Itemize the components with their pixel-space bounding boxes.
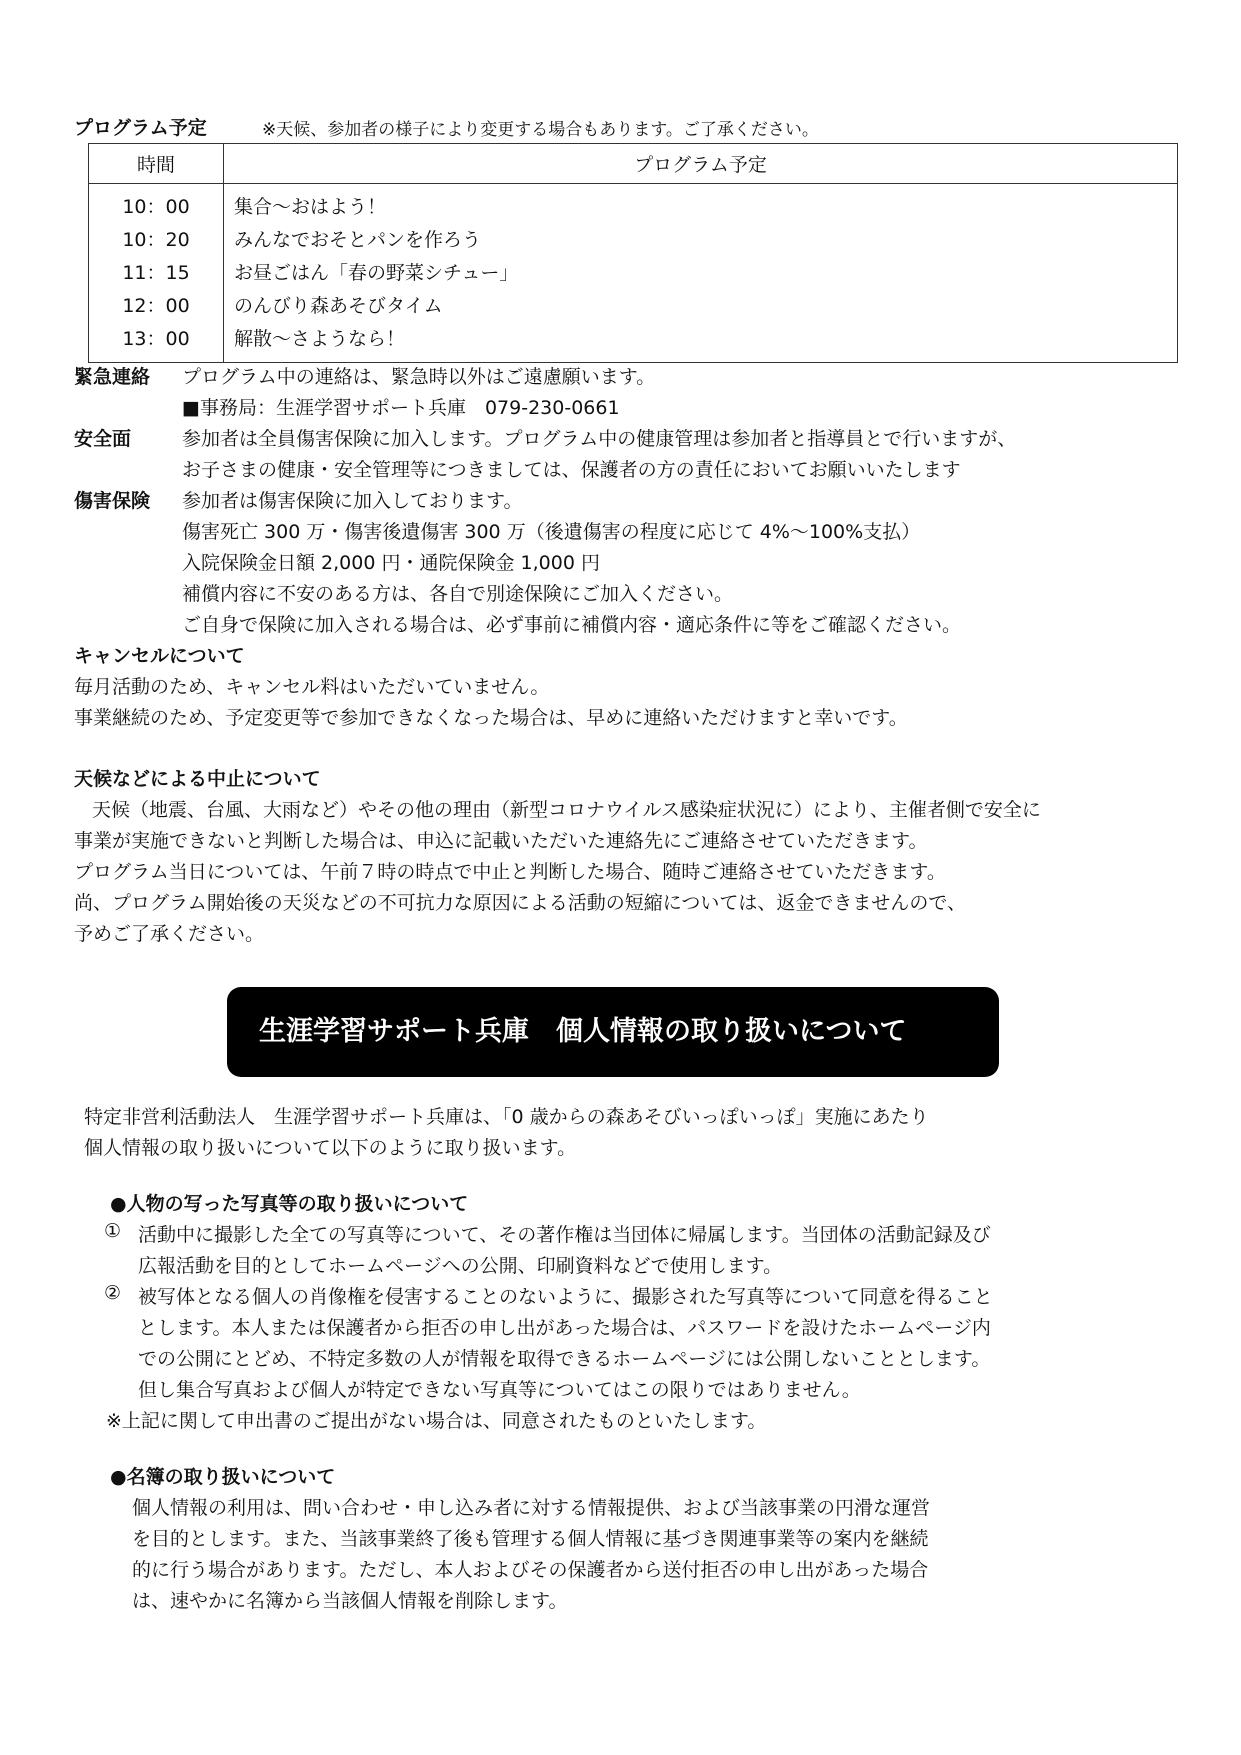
time-value: 10：00 (122, 196, 190, 218)
item-marker-2: ② (104, 1282, 122, 1304)
cancel-line: 事業継続のため、予定変更等で参加できなくなった場合は、早めに連絡いただけますと幸いです。 (74, 707, 908, 729)
time-value: 13：00 (122, 328, 190, 350)
photo-item-line: 被写体となる個人の肖像権を侵害することのないように、撮影された写真等について同意を得ること (138, 1286, 993, 1308)
safety-line: 参加者は全員傷害保険に加入します。プログラム中の健康管理は参加者と指導員とで行いますが、 (182, 428, 1017, 450)
insurance-line: ご自身で保険に加入される場合は、必ず事前に補償内容・適応条件に等をご確認ください。 (182, 614, 962, 636)
program-note: ※天候、参加者の様子により変更する場合もあります。ご了承ください。 (262, 120, 819, 140)
privacy-intro-line: 個人情報の取り扱いについて以下のように取り扱います。 (84, 1137, 577, 1159)
privacy-banner: 生涯学習サポート兵庫 個人情報の取り扱いについて (227, 987, 999, 1077)
insurance-line: 補償内容に不安のある方は、各自で別途保険にご加入ください。 (182, 583, 734, 605)
cancel-heading: キャンセルについて (74, 645, 245, 667)
emergency-contact: ■事務局：生涯学習サポート兵庫 079-230-0661 (182, 397, 620, 419)
weather-line: 尚、プログラム開始後の天災などの不可抗力な原因による活動の短縮については、返金できませんので、 (74, 892, 967, 914)
column-header-program: プログラム予定 (224, 144, 1178, 184)
insurance-line: 参加者は傷害保険に加入しております。 (182, 490, 523, 512)
table-row (89, 184, 1178, 363)
weather-line: 事業が実施できないと判断した場合は、申込に記載いただいた連絡先にご連絡させていただきます。 (74, 830, 928, 852)
program-item: みんなでおそとパンを作ろう (234, 229, 482, 251)
emergency-label: 緊急連絡 (74, 366, 151, 388)
program-cell (224, 184, 1178, 363)
insurance-line: 入院保険金日額 2,000 円・通院保険金 1,000 円 (182, 552, 600, 574)
weather-heading: 天候などによる中止について (74, 768, 321, 790)
photo-item-line: での公開にとどめ、不特定多数の人が情報を取得できるホームページには公開しないこととします。 (138, 1348, 991, 1370)
list-line: 個人情報の利用は、問い合わせ・申し込み者に対する情報提供、および当該事業の円滑な運営 (132, 1497, 931, 1519)
program-heading: プログラム予定 (74, 117, 207, 139)
time-value: 11：15 (122, 262, 190, 284)
weather-line: プログラム当日については、午前７時の時点で中止と判断した場合、随時ご連絡させていただきます。 (74, 861, 946, 883)
safety-line: お子さまの健康・安全管理等につきましては、保護者の方の責任においてお願いいたします (182, 459, 961, 481)
photo-item-line: とします。本人または保護者から拒否の申し出があった場合は、パスワードを設けたホームページ内 (138, 1317, 991, 1339)
program-item: 解散～さようなら！ (234, 328, 406, 350)
program-item: お昼ごはん「春の野菜シチュー」 (234, 262, 519, 284)
program-item: 集合～おはよう！ (234, 196, 387, 218)
program-item: のんびり森あそびタイム (234, 295, 443, 317)
photo-note: ※上記に関して申出書のご提出がない場合は、同意されたものといたします。 (106, 1410, 767, 1432)
time-value: 12：00 (122, 295, 190, 317)
emergency-line: プログラム中の連絡は、緊急時以外はご遠慮願います。 (182, 366, 656, 388)
cancel-line: 毎月活動のため、キャンセル料はいただいていません。 (74, 676, 550, 698)
weather-line: 天候（地震、台風、大雨など）やその他の理由（新型コロナウイルス感染症状況に）により、主催者側で安全に (92, 799, 1041, 821)
list-line: は、速やかに名簿から当該個人情報を削除します。 (132, 1590, 568, 1612)
privacy-intro-line: 特定非営利活動法人 生涯学習サポート兵庫は、「0 歳からの森あそびいっぽいっぽ」実施にあたり (84, 1106, 929, 1128)
insurance-line: 傷害死亡 300 万・傷害後遺傷害 300 万（後遺傷害の程度に応じて 4%～100%支払） (182, 521, 921, 543)
insurance-label: 傷害保険 (74, 490, 151, 512)
column-header-time: 時間 (89, 144, 224, 184)
photo-item-line: 広報活動を目的としてホームページへの公開、印刷資料などで使用します。 (138, 1255, 783, 1277)
list-line: を目的とします。また、当該事業終了後も管理する個人情報に基づき関連事業等の案内を継続 (132, 1528, 929, 1550)
photo-item-line: 但し集合写真および個人が特定できない写真等についてはこの限りではありません。 (138, 1379, 861, 1401)
weather-line: 予めご了承ください。 (74, 923, 265, 945)
safety-label: 安全面 (74, 428, 132, 450)
photo-item-line: 活動中に撮影した全ての写真等について、その著作権は当団体に帰属します。当団体の活動記録及び (138, 1224, 991, 1246)
time-value: 10：20 (122, 229, 190, 251)
item-marker-1: ① (104, 1220, 122, 1242)
schedule-table (88, 143, 1178, 363)
list-line: 的に行う場合があります。ただし、本人およびその保護者から送付拒否の申し出があった場合 (132, 1559, 929, 1581)
photo-heading: ●人物の写った写真等の取り扱いについて (110, 1193, 469, 1215)
table-header-row (89, 144, 1178, 184)
list-heading: ●名簿の取り扱いについて (110, 1466, 336, 1488)
time-cell (89, 184, 224, 363)
